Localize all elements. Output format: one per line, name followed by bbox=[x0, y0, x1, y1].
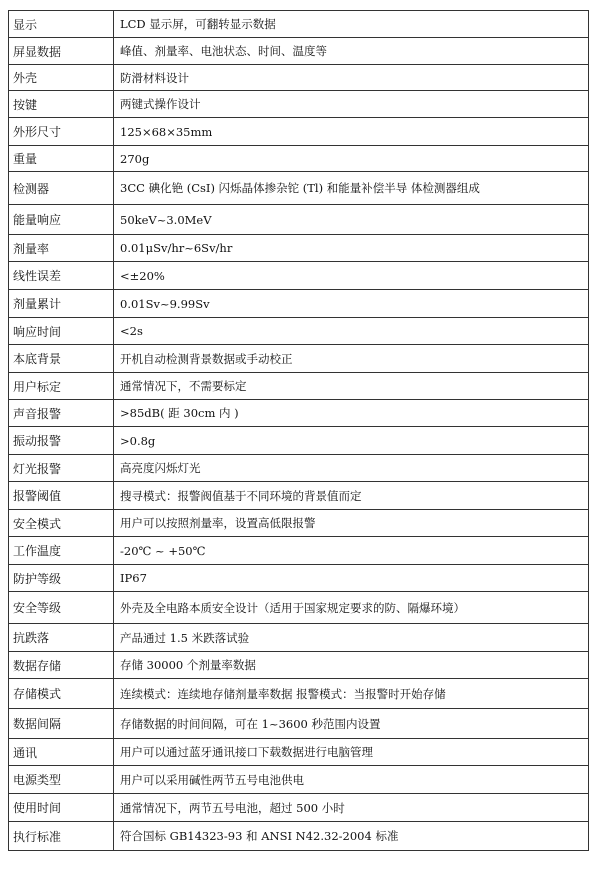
spec-label: 外壳 bbox=[9, 65, 114, 91]
table-row bbox=[9, 235, 589, 262]
spec-value: 开机自动检测背景数据或手动校正 bbox=[114, 345, 589, 373]
spec-value: IP67 bbox=[114, 565, 589, 592]
spec-label: 响应时间 bbox=[9, 318, 114, 345]
spec-value: 用户可以按照剂量率，设置高低限报警 bbox=[114, 510, 589, 537]
spec-value: 防滑材料设计 bbox=[114, 65, 589, 91]
spec-value: 搜寻模式：报警阀值基于不同环境的背景值而定 bbox=[114, 482, 589, 510]
spec-value: 符合国标 GB14323-93 和 ANSI N42.32-2004 标准 bbox=[114, 822, 589, 851]
table-row bbox=[9, 345, 589, 373]
spec-value: 通常情况下，两节五号电池，超过 500 小时 bbox=[114, 794, 589, 822]
table-row bbox=[9, 652, 589, 679]
table-row bbox=[9, 537, 589, 565]
spec-label: 安全等级 bbox=[9, 592, 114, 624]
table-row bbox=[9, 455, 589, 482]
spec-label: 抗跌落 bbox=[9, 624, 114, 652]
spec-value: 通常情况下，不需要标定 bbox=[114, 373, 589, 400]
spec-table bbox=[8, 10, 589, 851]
table-row bbox=[9, 624, 589, 652]
spec-label: 安全模式 bbox=[9, 510, 114, 537]
table-row bbox=[9, 794, 589, 822]
spec-label: 工作温度 bbox=[9, 537, 114, 565]
spec-label: 检测器 bbox=[9, 172, 114, 205]
spec-value: >85dB( 距 30cm 内 ) bbox=[114, 400, 589, 427]
spec-label: 能量响应 bbox=[9, 205, 114, 235]
spec-label: 数据存储 bbox=[9, 652, 114, 679]
spec-value: 存储数据的时间间隔，可在 1~3600 秒范围内设置 bbox=[114, 709, 589, 739]
table-row bbox=[9, 38, 589, 65]
spec-label: 振动报警 bbox=[9, 427, 114, 455]
spec-label: 使用时间 bbox=[9, 794, 114, 822]
spec-value: 连续模式：连续地存储剂量率数据 报警模式：当报警时开始存储 bbox=[114, 679, 589, 709]
table-row bbox=[9, 146, 589, 172]
spec-value: LCD 显示屏，可翻转显示数据 bbox=[114, 11, 589, 38]
table-row bbox=[9, 373, 589, 400]
table-row bbox=[9, 262, 589, 290]
spec-value: 产品通过 1.5 米跌落试验 bbox=[114, 624, 589, 652]
spec-value: 高亮度闪烁灯光 bbox=[114, 455, 589, 482]
spec-value: 两键式操作设计 bbox=[114, 91, 589, 118]
table-row bbox=[9, 400, 589, 427]
table-row bbox=[9, 510, 589, 537]
spec-label: 数据间隔 bbox=[9, 709, 114, 739]
spec-value: <±20% bbox=[114, 262, 589, 290]
table-row bbox=[9, 91, 589, 118]
spec-label: 线性误差 bbox=[9, 262, 114, 290]
spec-value: 270g bbox=[114, 146, 589, 172]
table-row bbox=[9, 318, 589, 345]
spec-value: 50keV~3.0MeV bbox=[114, 205, 589, 235]
spec-label: 用户标定 bbox=[9, 373, 114, 400]
spec-label: 剂量累计 bbox=[9, 290, 114, 318]
spec-label: 报警阈值 bbox=[9, 482, 114, 510]
spec-label: 按键 bbox=[9, 91, 114, 118]
table-row bbox=[9, 822, 589, 851]
spec-value: >0.8g bbox=[114, 427, 589, 455]
spec-value: 外壳及全电路本质安全设计（适用于国家规定要求的防、隔爆环境） bbox=[114, 592, 589, 624]
spec-value: 用户可以通过蓝牙通讯接口下载数据进行电脑管理 bbox=[114, 739, 589, 766]
spec-label: 存储模式 bbox=[9, 679, 114, 709]
spec-label: 执行标准 bbox=[9, 822, 114, 851]
spec-label: 剂量率 bbox=[9, 235, 114, 262]
table-row bbox=[9, 709, 589, 739]
spec-value: -20℃ ~ +50℃ bbox=[114, 537, 589, 565]
table-row bbox=[9, 290, 589, 318]
spec-value: 125×68×35mm bbox=[114, 118, 589, 146]
table-row bbox=[9, 766, 589, 794]
table-row bbox=[9, 482, 589, 510]
spec-label: 屏显数据 bbox=[9, 38, 114, 65]
spec-label: 电源类型 bbox=[9, 766, 114, 794]
spec-table-body bbox=[9, 11, 589, 851]
spec-label: 外形尺寸 bbox=[9, 118, 114, 146]
spec-label: 通讯 bbox=[9, 739, 114, 766]
table-row bbox=[9, 65, 589, 91]
spec-value: 存储 30000 个剂量率数据 bbox=[114, 652, 589, 679]
spec-value: 3CC 碘化铯 (CsI) 闪烁晶体掺杂铊 (Tl) 和能量补偿半导 体检测器组成 bbox=[114, 172, 589, 205]
spec-value: 用户可以采用碱性两节五号电池供电 bbox=[114, 766, 589, 794]
spec-label: 显示 bbox=[9, 11, 114, 38]
table-row bbox=[9, 592, 589, 624]
table-row bbox=[9, 172, 589, 205]
spec-label: 防护等级 bbox=[9, 565, 114, 592]
table-row bbox=[9, 679, 589, 709]
table-row bbox=[9, 427, 589, 455]
table-row bbox=[9, 118, 589, 146]
spec-value: 峰值、剂量率、电池状态、时间、温度等 bbox=[114, 38, 589, 65]
spec-label: 重量 bbox=[9, 146, 114, 172]
spec-value: <2s bbox=[114, 318, 589, 345]
table-row bbox=[9, 11, 589, 38]
spec-label: 灯光报警 bbox=[9, 455, 114, 482]
spec-label: 本底背景 bbox=[9, 345, 114, 373]
spec-value: 0.01Sv~9.99Sv bbox=[114, 290, 589, 318]
table-row bbox=[9, 565, 589, 592]
table-row bbox=[9, 739, 589, 766]
spec-value: 0.01μSv/hr~6Sv/hr bbox=[114, 235, 589, 262]
spec-label: 声音报警 bbox=[9, 400, 114, 427]
table-row bbox=[9, 205, 589, 235]
